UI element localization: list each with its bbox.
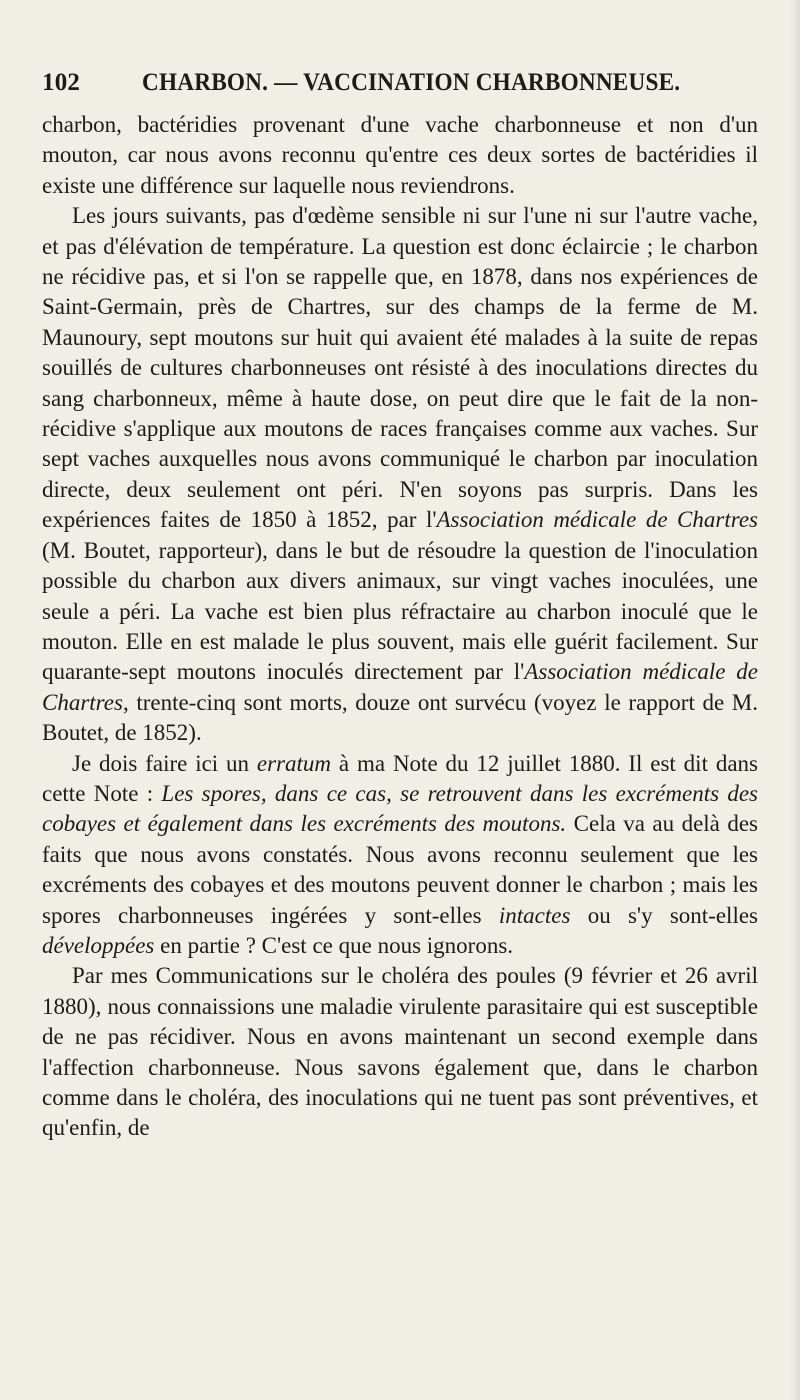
paragraph-2: [42, 201, 758, 748]
paragraph-2-italic-b: Association médicale de Chartres: [42, 659, 759, 715]
paragraph-2-italic-a: Association médicale de Chartres: [436, 507, 758, 533]
page-number: 102: [42, 69, 81, 96]
paragraph-2-text-b: (M. Boutet, rapporteur), dans le but de résoudre la question de l'inoculation possible du charbon aux divers animaux, sur vingt vaches inoculées, une seule a péri. La vache est bien plus réfractaire au charbon inoculé que le mouton. Elle en est malade le plus souvent, mais elle guérit facilement. Sur quarante-sept moutons inoculés directement par l': [42, 537, 758, 685]
paragraph-3-text-d: ou s'y sont-elles: [570, 902, 758, 928]
paragraph-3-italic-d: développées: [42, 932, 155, 958]
paragraph-3: [42, 749, 758, 962]
paragraph-3-italic-b: Les spores, dans ce cas, se retrouvent dans les excréments des cobayes et également dans les excréments des moutons.: [42, 780, 758, 837]
paragraph-3-italic-c: intactes: [498, 902, 571, 928]
paragraph-2-text-a: Les jours suivants, pas d'œdème sensible ni sur l'une ni sur l'autre vache, et pas d'élévation de température. La question est donc éclaircie ; le charbon ne récidive pas, et si l'on se rappelle que, en 1878, dans nos expériences de Saint-Germain, près de Chartres, sur des champs de la ferme de M. Maunoury, sept moutons sur huit qui avaient été malades à la suite de repas souillés de cultures charbonneuses ont résisté à des inoculations directes du sang charbonneux, même à haute dose, on peut dire que le fait de la non-récidive s'applique aux moutons de races françaises comme aux vaches. Sur sept vaches auxquelles nous avons communiqué le charbon par inoculation directe, deux seulement ont péri. N'en soyons pas surpris. Dans les expériences faites de 1850 à 1852, par l': [42, 203, 758, 533]
running-title: CHARBON. — VACCINATION CHARBONNEUSE.: [142, 69, 681, 96]
body-text: [42, 110, 758, 1144]
paragraph-4-text: Par mes Communications sur le choléra des poules (9 février et 26 avril 1880), nous connaissions une maladie virulente parasitaire qui est susceptible de ne pas récidiver. Nous en avons maintenant un second exemple dans l'affection charbonneuse. Nous savons également que, dans le charbon comme dans le choléra, des inoculations qui ne tuent pas sont préventives, et qu'enfin, de: [42, 963, 758, 1141]
paragraph-1: [42, 110, 758, 201]
paragraph-4: [42, 961, 758, 1143]
paragraph-1-text: charbon, bactéridies provenant d'une vache charbonneuse et non d'un mouton, car nous avons reconnu qu'entre ces deux sortes de bactéridies il existe une différence sur laquelle nous reviendrons.: [42, 112, 758, 198]
paragraph-3-text-a: Je dois faire ici un: [72, 750, 257, 776]
paragraph-3-italic-a: erratum: [256, 750, 332, 776]
paragraph-3-text-c: Cela va au delà des faits que nous avons constatés. Nous avons reconnu seulement que les excréments des cobayes et des moutons peuvent donner le charbon ; mais les spores charbonneuses ingérées y sont-elles: [42, 811, 758, 928]
running-header: [42, 66, 758, 100]
paragraph-3-text-b: à ma Note du 12 juillet 1880. Il est dit dans cette Note :: [42, 750, 758, 806]
paragraph-2-text-c: , trente-cinq sont morts, douze ont survécu (voyez le rapport de M. Boutet, de 1852).: [42, 689, 758, 746]
paragraph-3-text-e: en partie ? C'est ce que nous ignorons.: [154, 932, 514, 958]
